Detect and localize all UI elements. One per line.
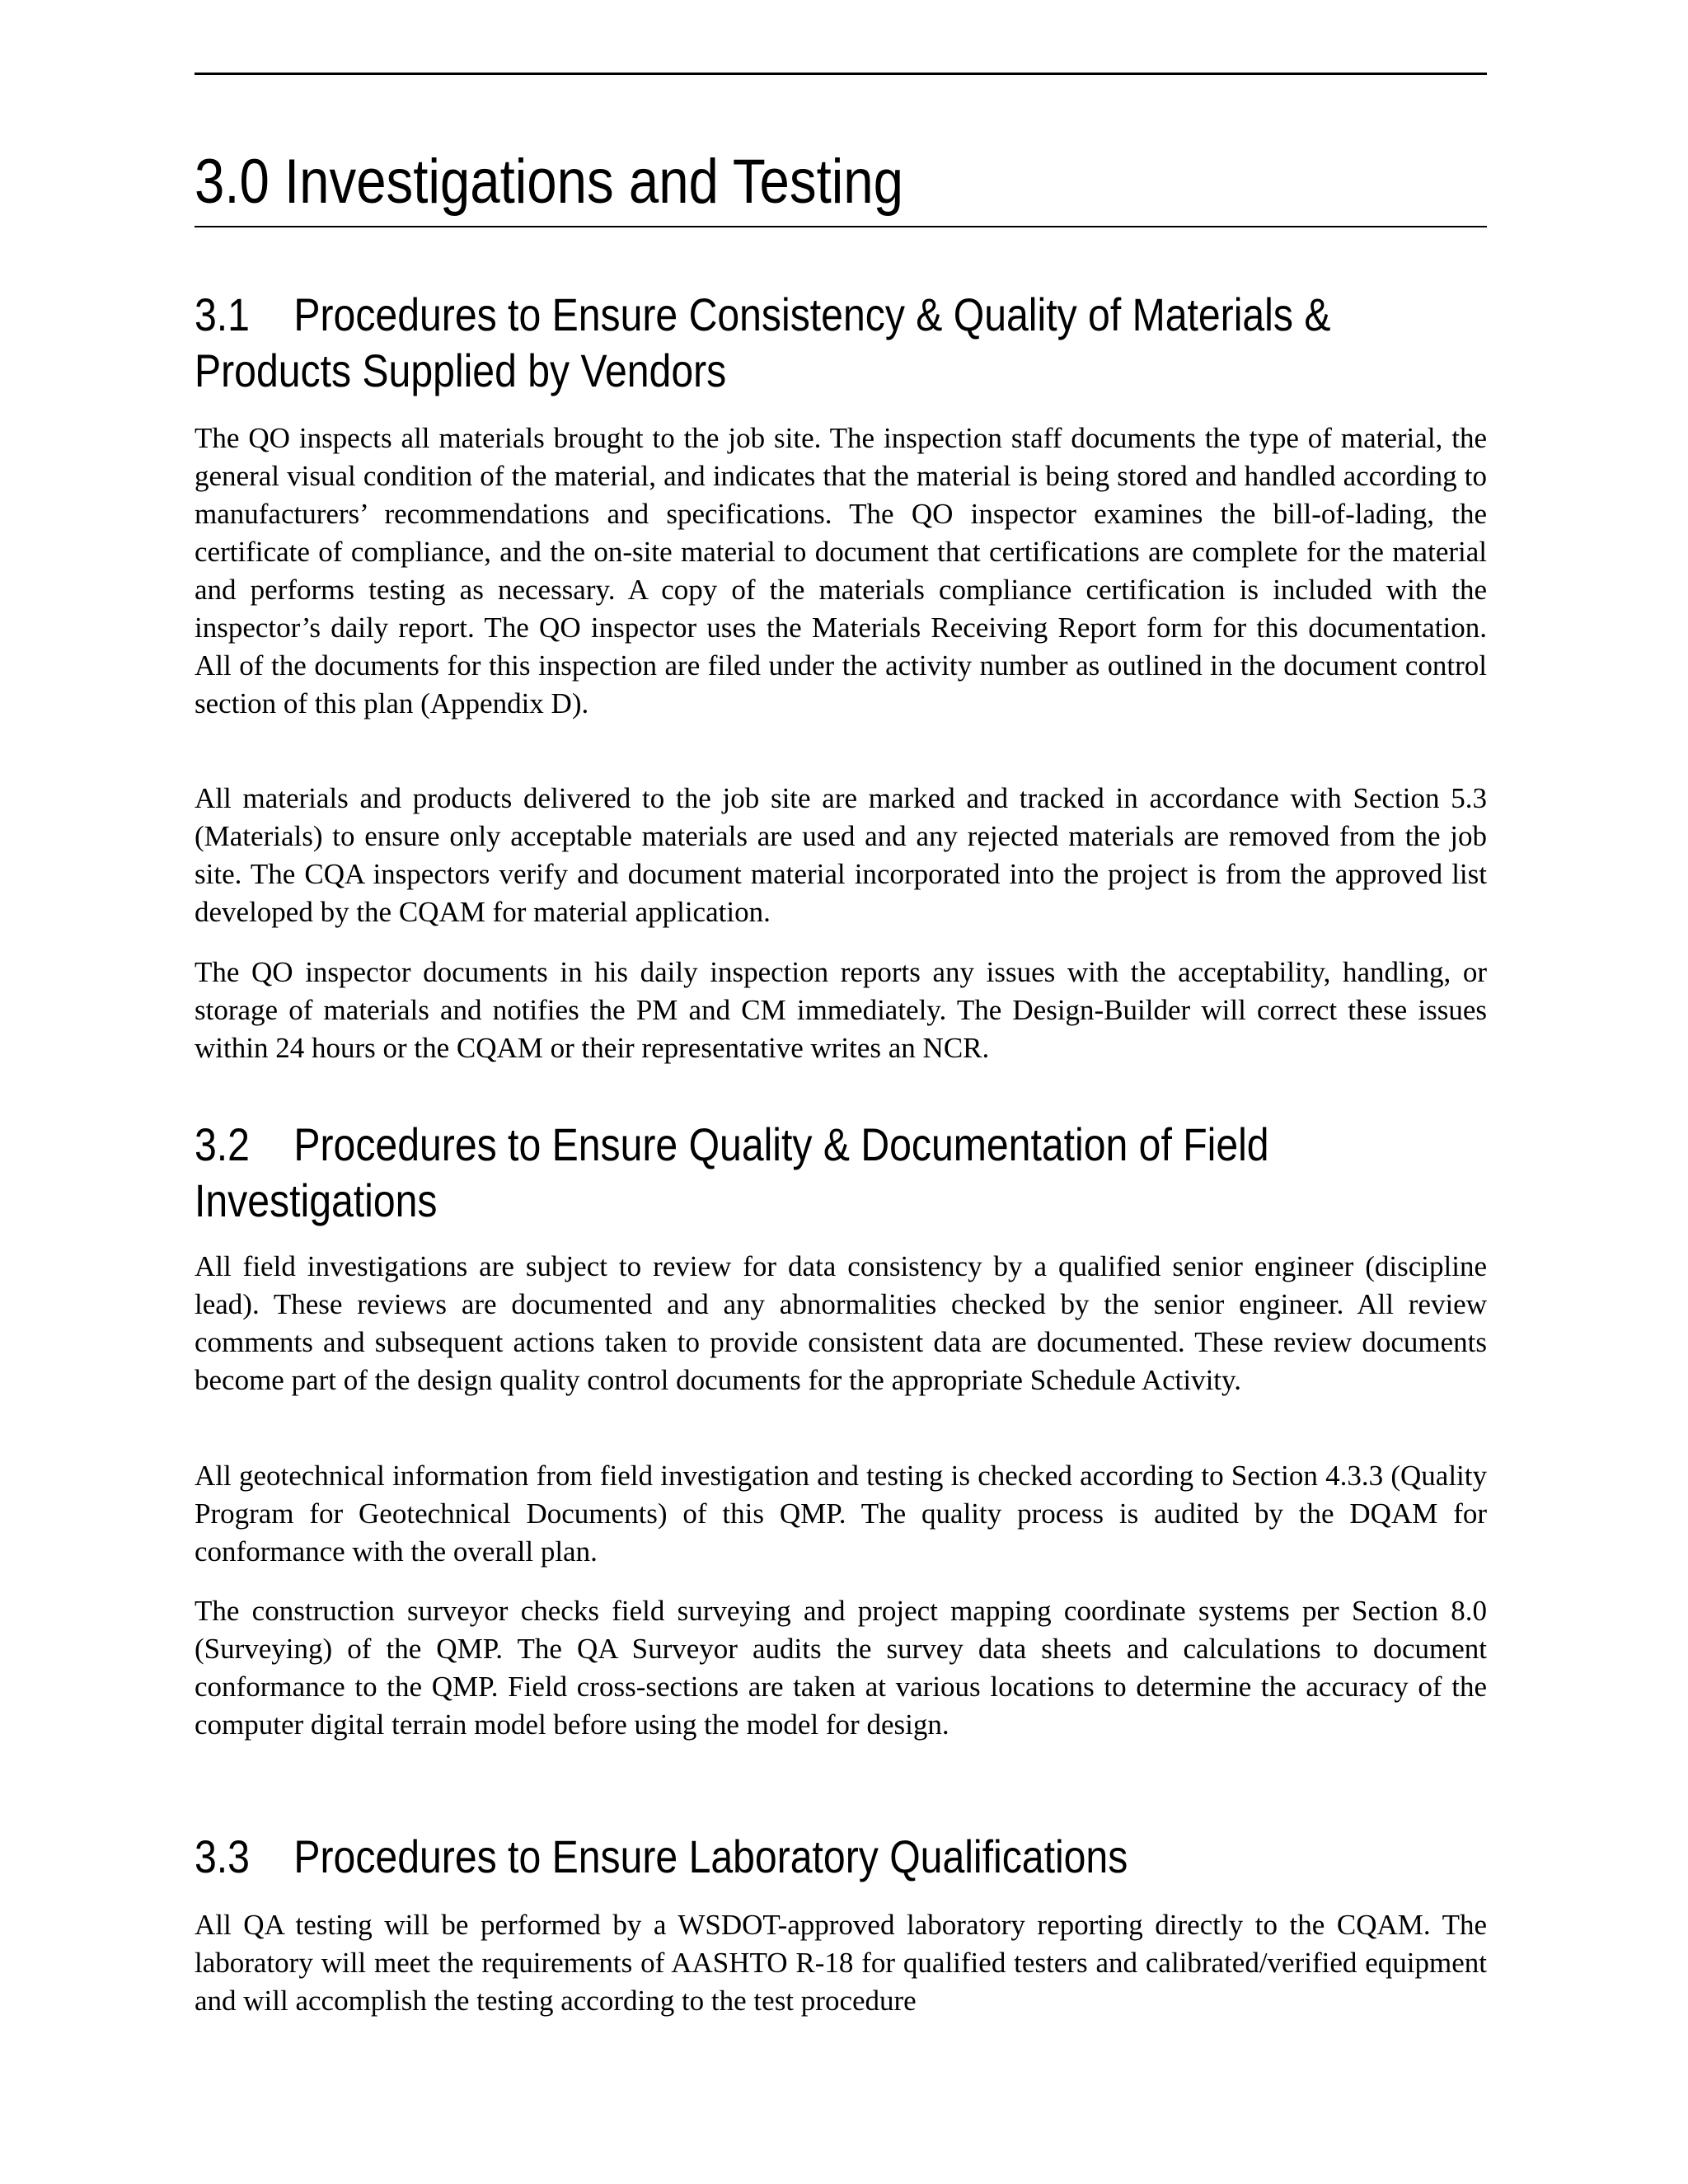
paragraph: All geotechnical information from field investigation and testing is checked according to Section 4.3.3 (Quality Program for Geotechnical Documents) of this QMP. The quality process is audited by the DQAM for conformance with the overall plan. xyxy=(195,1460,1487,1568)
section-title: Procedures to Ensure Laboratory Qualifications xyxy=(293,1830,1128,1882)
chapter-title-rule xyxy=(195,226,1487,227)
header-rule xyxy=(195,73,1487,75)
chapter-title: 3.0 Investigations and Testing xyxy=(195,147,903,217)
section-title: Procedures to Ensure Consistency & Quality of Materials & Products Supplied by Vendors xyxy=(195,288,1331,396)
section-heading-3-2 xyxy=(195,1117,1484,1229)
section-number: 3.3 xyxy=(195,1830,250,1882)
section-heading-3-3 xyxy=(195,1829,1484,1885)
paragraph: All QA testing will be performed by a WSDOT-approved laboratory reporting directly to the CQAM. The laboratory will meet the requirements of AASHTO R-18 for qualified testers and calibrated/verified equipment and will accomplish the testing according to the test procedure xyxy=(195,1909,1487,2017)
section-number: 3.2 xyxy=(195,1118,250,1170)
paragraph: The QO inspector documents in his daily inspection reports any issues with the acceptability, handling, or storage of materials and notifies the PM and CM immediately. The Design-Builder will correct these issues within 24 hours or the CQAM or their representative writes an NCR. xyxy=(195,956,1487,1064)
paragraph: The QO inspects all materials brought to the job site. The inspection staff documents the type of material, the general visual condition of the material, and indicates that the material is being stored and handled according to manufacturers’ recommendations and specifications. The QO inspector examines the bill-of-lading, the certificate of compliance, and the on-site material to document that certifications are complete for the material and performs testing as necessary. A copy of the materials compliance certification is included with the inspector’s daily report. The QO inspector uses the Materials Receiving Report form for this documentation. All of the documents for this inspection are filed under the activity number as outlined in the document control section of this plan (Appendix D). xyxy=(195,422,1487,719)
section-heading-3-1 xyxy=(195,287,1484,399)
paragraph: All field investigations are subject to review for data consistency by a qualified senior engineer (discipline lead). These reviews are documented and any abnormalities checked by the senior engineer. All review comments and subsequent actions taken to provide consistent data are documented. These review documents become part of the design quality control documents for the appropriate Schedule Activity. xyxy=(195,1250,1487,1396)
paragraph: All materials and products delivered to the job site are marked and tracked in accordance with Section 5.3 (Materials) to ensure only acceptable materials are used and any rejected materials are removed from the job site. The CQA inspectors verify and document material incorporated into the project is from the approved list developed by the CQAM for material application. xyxy=(195,782,1487,928)
section-title: Procedures to Ensure Quality & Documentation of Field Investigations xyxy=(195,1118,1269,1226)
section-number: 3.1 xyxy=(195,288,250,340)
paragraph: The construction surveyor checks field surveying and project mapping coordinate systems per Section 8.0 (Surveying) of the QMP. The QA Surveyor audits the survey data sheets and calculations to document conformance to the QMP. Field cross-sections are taken at various locations to determine the accuracy of the computer digital terrain model before using the model for design. xyxy=(195,1595,1487,1741)
